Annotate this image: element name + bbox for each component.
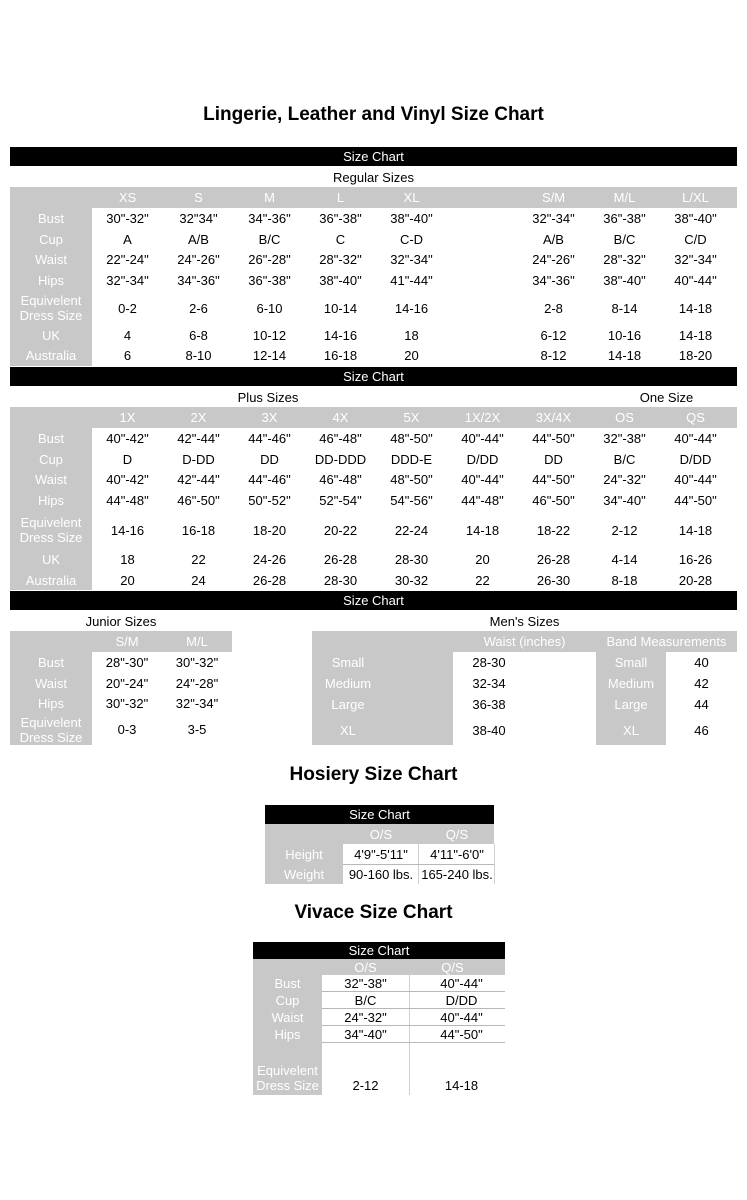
junior-row-label: Waist (34, 675, 68, 691)
plus-cell: 14-16 (110, 522, 145, 538)
regular-cell: 8-14 (611, 300, 638, 316)
regular-cell: 38"-40" (319, 273, 362, 288)
regular-cell: 6 (123, 348, 132, 363)
vivace-cell: 44"-50" (440, 1027, 483, 1042)
vivace-cell: 34"-40" (344, 1027, 387, 1042)
regular-cell: 24"-26" (177, 252, 220, 267)
hosiery-size-header: O/S (369, 826, 393, 842)
plus-cell: 18-20 (252, 522, 287, 538)
regular-size-header: XS (118, 190, 137, 205)
one-size-label: One Size (639, 390, 694, 405)
vivace-cell: 24"-32" (344, 1010, 387, 1025)
plus-cell: 2-12 (611, 522, 638, 538)
regular-row-label: UK (41, 327, 61, 343)
regular-cell: 36"-38" (248, 273, 291, 288)
plus-sizes-label: Plus Sizes (237, 390, 299, 405)
plus-cell: 46"-50" (177, 493, 220, 508)
plus-cell: 44"-50" (674, 493, 717, 508)
plus-cell: 44"-50" (532, 431, 575, 446)
regular-size-header: XL (403, 190, 420, 205)
mens-band-label: XL (623, 722, 639, 738)
regular-cell: 34"-36" (177, 273, 220, 288)
plus-cell: 44"-50" (532, 472, 575, 487)
mens-band-cell: 44 (694, 697, 709, 712)
plus-cell: 20-22 (323, 522, 358, 538)
plus-cell: 20 (475, 552, 490, 567)
plus-cell: 48"-50" (390, 431, 433, 446)
plus-cell: 24-26 (252, 552, 287, 567)
mens-sizes-label: Men's Sizes (489, 614, 560, 629)
plus-row-label: Bust (37, 431, 64, 446)
plus-size-header: 1X/2X (464, 410, 501, 425)
regular-size-header: M/L (613, 190, 636, 205)
plus-row-label: Australia (25, 572, 77, 588)
plus-cell: 28-30 (394, 552, 429, 567)
regular-row-label: Australia (25, 348, 77, 363)
plus-cell: 40"-42" (106, 472, 149, 487)
plus-size-header: QS (686, 410, 705, 425)
junior-cell: 0-3 (117, 722, 137, 737)
regular-cell: C (335, 231, 346, 247)
vivace-cell: 40"-44" (440, 1010, 483, 1025)
mens-band-cell: 42 (694, 676, 709, 691)
regular-row-label: Cup (39, 231, 63, 247)
vivace-size-chart-bar: Size Chart (253, 942, 505, 959)
plus-cell: 44"-48" (461, 493, 504, 508)
regular-cell: 6-12 (540, 327, 567, 343)
mens-waist-cell: 28-30 (472, 655, 506, 670)
mens-waist-label: Medium (324, 676, 372, 691)
regular-cell: 12-14 (252, 348, 287, 363)
plus-cell: 54"-56" (390, 493, 433, 508)
regular-cell: 10-16 (607, 327, 642, 343)
plus-cell: 26-30 (536, 572, 571, 588)
regular-cell: 20 (404, 348, 419, 363)
regular-cell: 40"-44" (674, 273, 717, 288)
regular-cell: 8-10 (185, 348, 212, 363)
regular-cell: 18 (404, 327, 419, 343)
plus-cell: 44"-48" (106, 493, 149, 508)
plus-size-header: 2X (190, 410, 207, 425)
mens-waist-label: Large (331, 697, 365, 712)
size-chart-bar-junior-mens: Size Chart (10, 591, 737, 610)
vivace-cell: 14-18 (444, 1078, 479, 1093)
hosiery-row-label: Height (285, 846, 323, 862)
regular-cell: 32"-34" (532, 211, 575, 226)
regular-cell: A/B (188, 231, 209, 247)
hosiery-row-label: Weight (283, 866, 325, 882)
plus-cell: 26-28 (252, 572, 287, 588)
vivace-title: Vivace Size Chart (294, 902, 453, 923)
regular-cell: 28"-32" (603, 252, 646, 267)
regular-cell: 34"-36" (248, 211, 291, 226)
plus-row-label: Waist (34, 472, 68, 487)
plus-cell: 24 (191, 572, 206, 588)
junior-cell: 30"-32" (175, 655, 219, 670)
regular-cell: A (123, 231, 132, 247)
regular-cell: 8-12 (540, 348, 567, 363)
regular-row-label: Waist (34, 252, 68, 267)
plus-cell: 50"-52" (248, 493, 291, 508)
plus-row-label: Hips (37, 493, 64, 508)
regular-row-label: Hips (37, 273, 64, 288)
regular-cell: 6-8 (189, 327, 208, 343)
regular-cell: B/C (613, 231, 636, 247)
regular-cell: C/D (684, 231, 707, 247)
regular-cell: 32"-34" (390, 252, 433, 267)
regular-cell: 14-16 (394, 300, 429, 316)
plus-cell: 44"-46" (248, 472, 291, 487)
size-chart-bar-plus: Size Chart (10, 367, 737, 386)
plus-row-label: UK (41, 552, 61, 567)
junior-cell: 28"-30" (105, 655, 149, 670)
regular-row-label: Bust (37, 211, 64, 226)
mens-band-cell: 46 (694, 722, 709, 738)
vivace-row-label: Cup (275, 993, 300, 1008)
hosiery-cell: 165-240 lbs. (421, 866, 493, 882)
plus-cell: 40"-44" (674, 431, 717, 446)
plus-cell: DD (544, 451, 563, 467)
junior-cell: 32"-34" (175, 696, 219, 711)
junior-row-label: Hips (37, 696, 64, 711)
plus-cell: D (122, 451, 133, 467)
regular-cell: C-D (399, 231, 424, 247)
plus-cell: DD (260, 451, 279, 467)
mens-band-cell: 40 (694, 655, 709, 670)
junior-cell: 20"-24" (105, 675, 149, 691)
regular-cell: 30"-32" (106, 211, 149, 226)
plus-cell: D/DD (466, 451, 499, 467)
hosiery-cell: 4'9"-5'11" (354, 846, 408, 862)
regular-cell: 32"-34" (674, 252, 717, 267)
vivace-column-divider (409, 975, 410, 1095)
regular-row-label: Equivelent Dress Size (19, 293, 83, 323)
vivace-size-header: O/S (354, 959, 377, 975)
regular-cell: 14-18 (678, 327, 713, 343)
regular-cell: 34"-36" (532, 273, 575, 288)
regular-cell: 28"-32" (319, 252, 362, 267)
plus-cell: 24"-32" (603, 472, 646, 487)
vivace-cell: B/C (354, 993, 377, 1008)
regular-cell: 10-14 (323, 300, 358, 316)
plus-cell: 34"-40" (603, 493, 646, 508)
plus-cell: 22-24 (394, 522, 429, 538)
junior-sizes-label: Junior Sizes (85, 614, 157, 629)
hosiery-cell: 4'11"-6'0" (430, 846, 484, 862)
regular-cell: 14-18 (678, 300, 713, 316)
plus-size-header: 4X (332, 410, 349, 425)
plus-cell: 42"-44" (177, 431, 220, 446)
junior-row-label: Equivelent Dress Size (19, 714, 83, 745)
plus-cell: 22 (475, 572, 490, 588)
regular-size-header: M (264, 190, 275, 205)
junior-cell: 24"-28" (175, 675, 219, 691)
regular-sizes-label: Regular Sizes (333, 170, 414, 185)
junior-size-header: M/L (186, 634, 208, 649)
plus-cell: 52"-54" (319, 493, 362, 508)
regular-cell: 36"-38" (319, 211, 362, 226)
mens-waist-cell: 38-40 (472, 722, 506, 738)
regular-size-header: L/XL (682, 190, 709, 205)
regular-cell: 4 (123, 327, 132, 343)
plus-cell: DD-DDD (314, 451, 367, 467)
plus-cell: 42"-44" (177, 472, 220, 487)
regular-cell: 24"-26" (532, 252, 575, 267)
hosiery-size-header: Q/S (445, 826, 469, 842)
mens-waist-header: Waist (inches) (483, 634, 566, 649)
plus-row-label: Cup (39, 451, 63, 467)
regular-cell: 16-18 (323, 348, 358, 363)
vivace-size-header: Q/S (441, 959, 464, 975)
regular-cell: 2-8 (544, 300, 563, 316)
plus-cell: 26-28 (536, 552, 571, 567)
plus-cell: 40"-44" (674, 472, 717, 487)
plus-cell: 14-18 (465, 522, 500, 538)
regular-cell: 10-12 (252, 327, 287, 343)
vivace-cell: 2-12 (352, 1078, 379, 1093)
regular-cell: 0-2 (118, 300, 137, 316)
plus-cell: 20 (120, 572, 135, 588)
hosiery-cell: 90-160 lbs. (348, 866, 414, 882)
plus-cell: 14-18 (678, 522, 713, 538)
junior-cell: 3-5 (187, 722, 207, 737)
size-chart-bar-regular: Size Chart (10, 147, 737, 166)
regular-size-header: S/M (541, 190, 566, 205)
mens-waist-label: Small (331, 655, 365, 670)
regular-cell: 32"-34" (106, 273, 149, 288)
regular-cell: 2-6 (189, 300, 208, 316)
junior-size-header: S/M (115, 634, 139, 649)
plus-cell: 48"-50" (390, 472, 433, 487)
hosiery-size-chart-bar: Size Chart (265, 805, 494, 824)
plus-cell: 46"-48" (319, 431, 362, 446)
regular-cell: 18-20 (678, 348, 713, 363)
mens-band-label: Small (614, 655, 648, 670)
plus-size-header: 3X (261, 410, 278, 425)
page-title: Lingerie, Leather and Vinyl Size Chart (203, 104, 544, 125)
regular-cell: 14-16 (323, 327, 358, 343)
plus-cell: 20-28 (678, 572, 713, 588)
plus-cell: 46"-50" (532, 493, 575, 508)
mens-band-label: Medium (607, 676, 655, 691)
vivace-row-label: Bust (274, 976, 301, 991)
plus-cell: 40"-44" (461, 431, 504, 446)
plus-cell: DDD-E (390, 451, 433, 467)
plus-cell: 26-28 (323, 552, 358, 567)
plus-cell: 40"-44" (461, 472, 504, 487)
plus-cell: 8-18 (611, 572, 638, 588)
vivace-row-label: Hips (274, 1027, 301, 1042)
regular-cell: 22"-24" (106, 252, 149, 267)
plus-size-header: 5X (403, 410, 420, 425)
regular-cell: 32"34" (179, 211, 218, 226)
plus-row-label: Equivelent Dress Size (19, 515, 83, 545)
plus-cell: 16-26 (678, 552, 713, 567)
plus-cell: 18-22 (536, 522, 571, 538)
plus-cell: B/C (613, 451, 636, 467)
regular-cell: 38"-40" (390, 211, 433, 226)
regular-cell: 36"-38" (603, 211, 646, 226)
mens-band-label: Large (614, 697, 648, 712)
plus-cell: D-DD (182, 451, 215, 467)
regular-cell: 14-18 (607, 348, 642, 363)
regular-size-header: L (336, 190, 345, 205)
mens-waist-label: XL (340, 722, 356, 738)
plus-size-header: 3X/4X (535, 410, 572, 425)
plus-cell: 4-14 (611, 552, 638, 567)
plus-cell: 22 (191, 552, 206, 567)
hosiery-title: Hosiery Size Chart (289, 764, 458, 785)
vivace-row-label: Equivelent Dress Size (256, 1063, 319, 1093)
plus-cell: 44"-46" (248, 431, 291, 446)
vivace-row-label: Waist (271, 1010, 304, 1025)
plus-cell: 28-30 (323, 572, 358, 588)
plus-cell: 16-18 (181, 522, 216, 538)
junior-row-label: Bust (37, 655, 64, 670)
regular-cell: 6-10 (256, 300, 283, 316)
plus-cell: 18 (120, 552, 135, 567)
mens-waist-cell: 32-34 (472, 676, 506, 691)
regular-cell: 38"-40" (603, 273, 646, 288)
mens-waist-cell: 36-38 (472, 697, 506, 712)
plus-cell: 40"-42" (106, 431, 149, 446)
vivace-cell: D/DD (445, 993, 478, 1008)
regular-cell: 26"-28" (248, 252, 291, 267)
plus-cell: D/DD (679, 451, 712, 467)
vivace-cell: 32"-38" (344, 976, 387, 991)
plus-cell: 30-32 (394, 572, 429, 588)
plus-cell: 32"-38" (603, 431, 646, 446)
regular-size-header: S (194, 190, 203, 205)
regular-cell: B/C (258, 231, 281, 247)
regular-cell: 38"-40" (674, 211, 717, 226)
mens-band-header: Band Measurements (606, 634, 727, 649)
regular-cell: A/B (543, 231, 564, 247)
regular-cell: 41"-44" (390, 273, 433, 288)
plus-size-header: OS (615, 410, 634, 425)
junior-cell: 30"-32" (105, 696, 149, 711)
vivace-cell: 40"-44" (440, 976, 483, 991)
plus-cell: 46"-48" (319, 472, 362, 487)
plus-size-header: 1X (119, 410, 136, 425)
